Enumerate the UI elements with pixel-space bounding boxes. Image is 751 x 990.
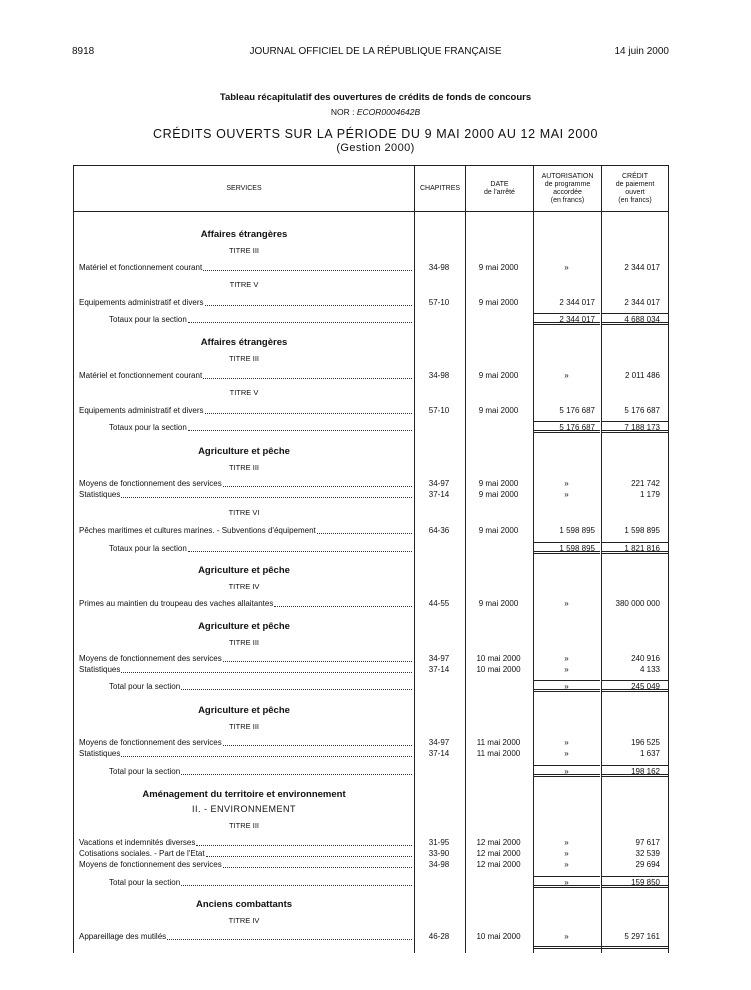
credit-cell: 196 525 [631,738,660,747]
autorisation-cell: » [533,680,600,692]
dot-leader [203,262,412,271]
autorisation-cell: » [564,263,569,272]
service-label: Appareillage des mutilés [79,932,167,941]
dot-leader [167,931,412,940]
autorisation-cell: » [533,765,600,777]
table-row [74,478,668,489]
service-label: Totaux pour la section [109,544,187,553]
dot-leader [205,297,413,306]
page-number: 8918 [72,46,95,57]
credit-cell: 221 742 [631,479,660,488]
autorisation-cell: » [564,490,569,499]
dot-leader [188,314,412,323]
table-row [74,370,668,381]
service-cell [79,848,412,859]
chapitre-cell: 37-14 [428,665,450,674]
credit-cell: 2 344 017 [624,298,660,307]
credit-cell: 198 162 [601,765,668,777]
autorisation-cell: 1 598 895 [559,526,595,535]
service-label: Total pour la section [109,767,181,776]
table-row [74,653,668,664]
table-row [74,931,668,942]
credit-cell: 4 688 034 [601,313,668,325]
dot-leader [121,664,412,673]
column-divider [465,166,466,953]
period-heading: CRÉDITS OUVERTS SUR LA PÉRIODE DU 9 MAI 2000 AU 12 MAI 2000 [152,127,599,141]
column-header-credit [602,166,668,211]
service-label: Statistiques [79,749,121,758]
dot-leader [188,422,412,431]
service-label: Totaux pour la section [109,423,187,432]
date-cell: 11 mai 2000 [476,738,521,747]
chapitre-cell: 31-95 [428,838,450,847]
credit-cell: 1 598 895 [624,526,660,535]
service-label: Equipements administratif et divers [79,406,204,415]
chapitre-cell: 46-28 [428,932,450,941]
section-heading: Agriculture et pêche [198,621,290,632]
credit-cell: 240 916 [631,654,660,663]
titre-label: TITRE III [229,722,259,731]
service-cell [79,931,412,942]
dot-leader [181,766,412,775]
credit-header-line: CRÉDIT [621,172,649,180]
section-heading: Affaires étrangères [200,337,288,348]
chapitre-cell: 64-36 [428,526,450,535]
service-cell [79,598,412,609]
service-cell [109,314,412,325]
autorisation-cell: » [564,849,569,858]
dot-leader [196,837,412,846]
credit-header-line: ouvert [625,188,645,196]
section-heading: Affaires étrangères [200,229,288,240]
dot-leader [223,859,412,868]
service-cell [79,370,412,381]
credits-table [73,165,669,953]
table-row [74,262,668,273]
service-cell [109,766,412,777]
dot-leader [121,748,412,757]
dot-leader [317,525,412,534]
dot-leader [206,848,412,857]
dot-leader [274,598,412,607]
service-label: Moyens de fonctionnement des services [79,860,222,869]
autorisation-cell: 5 176 687 [559,406,595,415]
service-label: Moyens de fonctionnement des services [79,654,222,663]
chapitre-cell: 44-55 [428,599,450,608]
table-row [74,848,668,859]
credit-header-line: (en francs) [618,196,652,204]
autorisation-cell: » [564,860,569,869]
service-label: Totaux pour la section [109,315,187,324]
credit-cell: 159 850 [601,876,668,888]
credit-cell: 245 049 [601,680,668,692]
service-label: Primes au maintien du troupeau des vaches allaitantes [79,599,274,608]
column-divider [601,166,602,953]
chapitre-cell: 37-14 [428,490,450,499]
titre-label: TITRE III [229,821,259,830]
date-cell: 10 mai 2000 [476,654,521,663]
column-header-chapitres: CHAPITRES [419,184,461,192]
date-cell: 9 mai 2000 [478,298,519,307]
chapitre-cell: 33-90 [428,849,450,858]
nor-code: ECOR0004642B [356,107,421,117]
service-label: Pêches maritimes et cultures marines. - Subventions d'équipement [79,526,316,535]
closing-double-rule [533,946,668,949]
table-row [74,525,668,536]
chapitre-cell: 34-97 [428,654,450,663]
chapitre-cell: 57-10 [428,406,450,415]
chapitre-cell: 34-98 [428,263,450,272]
service-label: Total pour la section [109,682,181,691]
titre-label: TITRE III [229,246,259,255]
service-label: Vacations et indemnités diverses [79,838,196,847]
date-cell: 9 mai 2000 [478,371,519,380]
service-cell [79,748,412,759]
credit-cell: 2 344 017 [624,263,660,272]
credit-header-line: de paiement [615,180,655,188]
date-header-line: DATE [490,180,509,188]
chapitre-cell: 34-97 [428,479,450,488]
section-heading: Agriculture et pêche [198,705,290,716]
titre-label: TITRE III [229,354,259,363]
credit-cell: 1 179 [639,490,660,499]
titre-label: TITRE VI [228,508,260,517]
chapitre-cell: 34-98 [428,371,450,380]
titre-label: TITRE V [229,388,259,397]
date-cell: 9 mai 2000 [478,490,519,499]
service-label: Matériel et fonctionnement courant [79,371,203,380]
service-label: Cotisations sociales. - Part de l'Etat [79,849,205,858]
service-label: Total pour la section [109,878,181,887]
service-label: Moyens de fonctionnement des services [79,738,222,747]
service-cell [79,837,412,848]
table-row [74,748,668,759]
autorisation-cell: » [564,599,569,608]
chapitre-cell: 34-97 [428,738,450,747]
auth-header-line: accordée [553,188,582,196]
table-row [74,859,668,870]
table-row [74,422,668,433]
date-cell: 12 mai 2000 [476,860,521,869]
service-cell [79,297,412,308]
date-cell: 12 mai 2000 [476,849,521,858]
titre-label: TITRE III [229,638,259,647]
service-label: Matériel et fonctionnement courant [79,263,203,272]
issue-date: 14 juin 2000 [614,46,669,57]
service-cell [79,653,412,664]
table-row [74,877,668,888]
column-header-date [466,166,533,211]
service-label: Moyens de fonctionnement des services [79,479,222,488]
period-subheading: (Gestion 2000) [336,142,415,154]
service-label: Equipements administratif et divers [79,298,204,307]
credit-cell: 7 188 173 [601,421,668,433]
autorisation-cell: » [564,665,569,674]
table-row [74,664,668,675]
table-row [74,314,668,325]
nor-prefix: NOR : [330,107,355,117]
column-header-autorisation [534,166,601,211]
subsection-heading: II. - ENVIRONNEMENT [191,804,296,814]
autorisation-cell: » [564,654,569,663]
chapitre-cell: 37-14 [428,749,450,758]
titre-label: TITRE IV [228,582,260,591]
titre-label: TITRE IV [228,916,260,925]
service-label: Statistiques [79,665,121,674]
service-cell [79,859,412,870]
date-cell: 11 mai 2000 [476,749,521,758]
column-header-services: SERVICES [226,184,262,192]
dot-leader [181,681,412,690]
date-cell: 10 mai 2000 [476,932,521,941]
date-cell: 9 mai 2000 [478,526,519,535]
credit-cell: 2 011 486 [625,371,660,380]
autorisation-cell: 2 344 017 [533,313,600,325]
date-cell: 9 mai 2000 [478,479,519,488]
service-cell [109,422,412,433]
credit-cell: 29 694 [635,860,660,869]
dot-leader [203,370,412,379]
autorisation-cell: » [564,371,569,380]
table-row [74,489,668,500]
auth-header-line: AUTORISATION [541,172,594,180]
table-row [74,766,668,777]
autorisation-cell: » [564,749,569,758]
section-heading: Aménagement du territoire et environnement [142,789,346,800]
credit-cell: 5 176 687 [624,406,660,415]
autorisation-cell: 2 344 017 [559,298,595,307]
table-row [74,737,668,748]
nor-reference [0,107,751,117]
credit-cell: 1 821 816 [601,542,668,554]
dot-leader [188,543,412,552]
autorisation-cell: » [564,479,569,488]
service-cell [79,262,412,273]
section-heading: Anciens combattants [195,899,293,910]
header-divider [74,211,668,212]
service-cell [79,664,412,675]
service-cell [79,489,412,500]
chapitre-cell: 57-10 [428,298,450,307]
table-row [74,681,668,692]
date-cell: 12 mai 2000 [476,838,521,847]
dot-leader [223,478,412,487]
service-cell [79,525,412,536]
table-row [74,543,668,554]
titre-label: TITRE V [229,280,259,289]
autorisation-cell: » [564,932,569,941]
date-cell: 10 mai 2000 [476,665,521,674]
autorisation-cell: » [564,838,569,847]
date-header-line: de l'arrêté [484,188,515,196]
date-cell: 9 mai 2000 [478,599,519,608]
dot-leader [223,653,412,662]
column-divider [533,166,534,953]
service-cell [109,681,412,692]
table-row [74,405,668,416]
autorisation-cell: 5 176 687 [533,421,600,433]
dot-leader [205,405,413,414]
section-heading: Agriculture et pêche [198,565,290,576]
table-row [74,297,668,308]
credit-cell: 4 133 [639,665,660,674]
service-cell [79,405,412,416]
credit-cell: 380 000 000 [615,599,660,608]
credit-cell: 1 637 [639,749,660,758]
dot-leader [181,877,412,886]
column-divider [414,166,415,953]
service-cell [109,877,412,888]
auth-header-line: (en francs) [550,196,585,204]
autorisation-cell: » [564,738,569,747]
titre-label: TITRE III [229,463,259,472]
service-cell [109,543,412,554]
auth-header-line: de programme [544,180,591,188]
credit-cell: 32 539 [635,849,660,858]
service-cell [79,737,412,748]
dot-leader [121,489,412,498]
date-cell: 9 mai 2000 [478,406,519,415]
autorisation-cell: » [533,876,600,888]
date-cell: 9 mai 2000 [478,263,519,272]
table-row [74,837,668,848]
dot-leader [223,737,412,746]
credit-cell: 5 297 161 [624,932,660,941]
autorisation-cell: 1 598 895 [533,542,600,554]
chapitre-cell: 34-98 [428,860,450,869]
journal-title: JOURNAL OFFICIEL DE LA RÉPUBLIQUE FRANÇAISE [249,46,502,57]
section-heading: Agriculture et pêche [198,446,290,457]
credit-cell: 97 617 [635,838,660,847]
table-row [74,598,668,609]
service-label: Statistiques [79,490,121,499]
service-cell [79,478,412,489]
document-title: Tableau récapitulatif des ouvertures de crédits de fonds de concours [219,92,532,103]
